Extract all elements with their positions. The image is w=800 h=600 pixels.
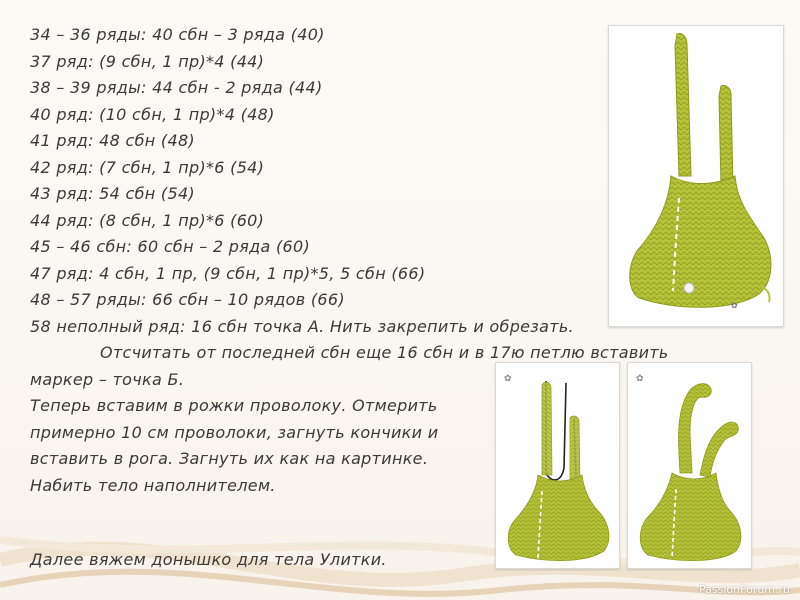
svg-text:✿: ✿ <box>731 301 738 310</box>
photo-knitted-body-horns <box>608 25 784 327</box>
photo-bent-horns <box>627 362 752 569</box>
next-step-line: Далее вяжем донышко для тела Улитки. <box>30 550 387 569</box>
row-line: 37 ряд: (9 сбн, 1 пр)*4 (44) <box>30 51 265 71</box>
watermark: PassionForum.ru <box>699 583 790 596</box>
wire-line: Теперь вставим в рожки проволоку. Отмерить <box>30 396 438 415</box>
row-line: 34 – 36 ряды: 40 сбн – 3 ряда (40) <box>30 25 325 44</box>
row-line: 44 ряд: (8 сбн, 1 пр)*6 (60) <box>30 210 265 230</box>
marker-line: маркер – точка Б. <box>30 369 185 389</box>
row-line: 38 – 39 ряды: 44 сбн - 2 ряда (44) <box>30 78 323 97</box>
row-line: 45 – 46 сбн: 60 сбн – 2 ряда (60) <box>30 237 311 256</box>
photo-wire-inserted <box>495 362 620 569</box>
row-line: 42 ряд: (7 сбн, 1 пр)*6 (54) <box>30 157 265 177</box>
row-line: 41 ряд: 48 сбн (48) <box>30 131 195 150</box>
wire-line: примерно 10 см проволоки, загнуть кончики и <box>30 422 439 442</box>
wire-line: Набить тело наполнителем. <box>30 475 276 495</box>
svg-text:✿: ✿ <box>504 374 512 384</box>
row-line: 43 ряд: 54 сбн (54) <box>30 184 195 203</box>
marker-line: Отсчитать от последней сбн еще 16 сбн и в 17ю петлю вставить <box>100 343 669 362</box>
row-line: 40 ряд: (10 сбн, 1 пр)*4 (48) <box>30 104 275 124</box>
row-line: 48 – 57 ряды: 66 сбн – 10 рядов (66) <box>30 290 345 309</box>
svg-text:✿: ✿ <box>636 374 644 384</box>
wire-line: вставить в рога. Загнуть их как на картинке. <box>30 449 429 468</box>
row-line: 47 ряд: 4 сбн, 1 пр, (9 сбн, 1 пр)*5, 5 сбн (66) <box>30 263 426 283</box>
row-line: 58 неполный ряд: 16 сбн точка А. Нить закрепить и обрезать. <box>30 316 574 336</box>
